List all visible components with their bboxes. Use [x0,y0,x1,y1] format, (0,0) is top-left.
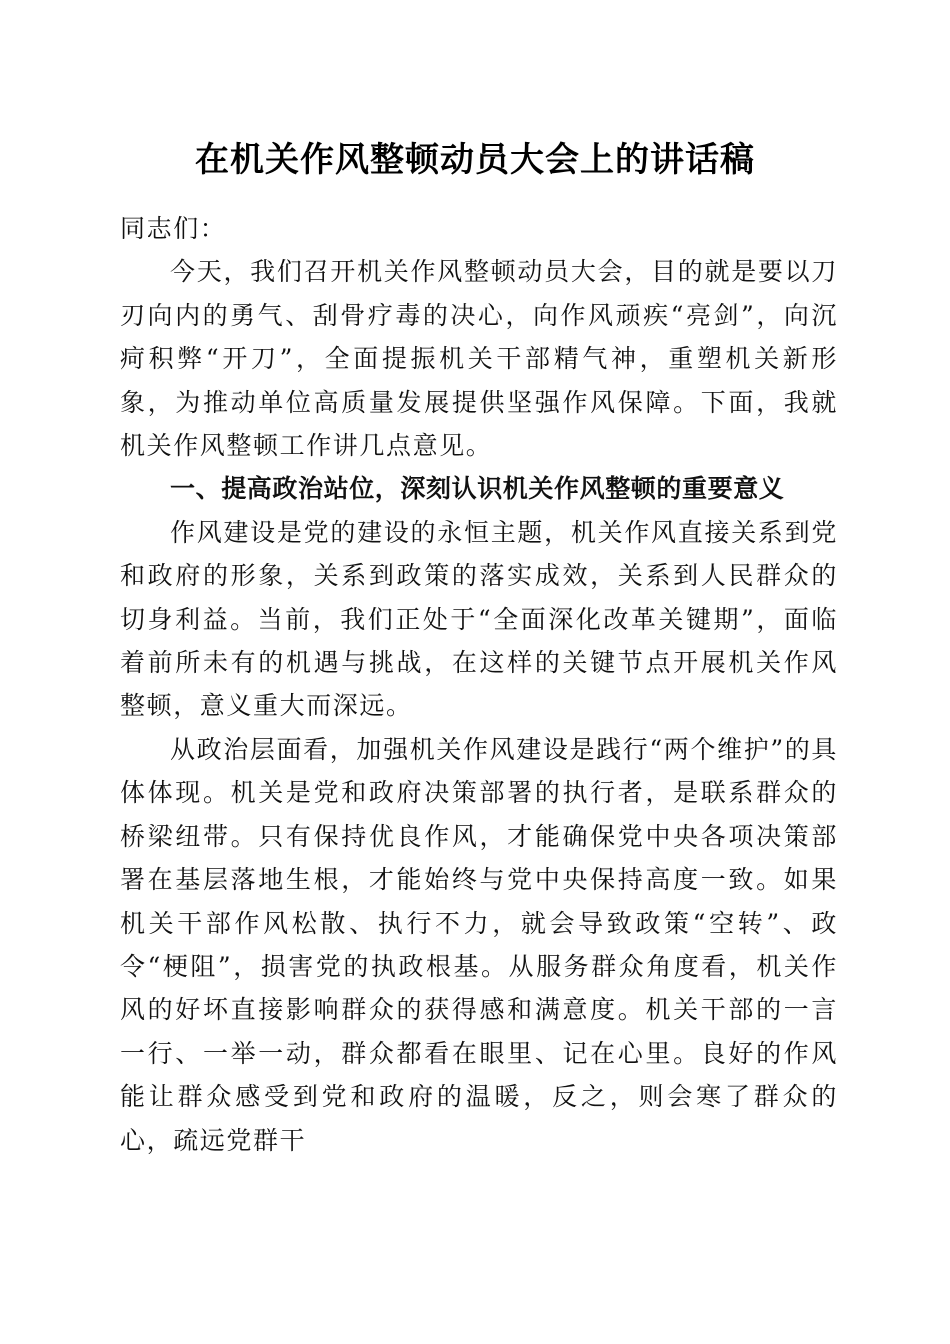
section-heading-1: 一、提高政治站位，深刻认识机关作风整顿的重要意义 [170,474,785,504]
paragraph-political-level: 从政治层面看，加强机关作风建设是践行“两个维护”的具体体现。机关是党和政府决策部署的执行者，是联系群众的桥梁纽带。只有保持优良作风，才能确保党中央各项决策部署在基层落地生根，才能始终与党中央保持高度一致。如果机关干部作风松散、执行不力，就会导致政策“空转”、政令“梗阻”，损害党的执政根基。从服务群众角度看，机关作风的好坏直接影响群众的获得感和满意度。机关干部的一言一行、一举一动，群众都看在眼里、记在心里。良好的作风能让群众感受到党和政府的温暖，反之，则会寒了群众的心，疏远党群干 [120,734,838,1155]
paragraph-intro: 今天，我们召开机关作风整顿动员大会，目的就是要以刀刃向内的勇气、刮骨疗毒的决心，向作风顽疾“亮剑”，向沉疴积弊“开刀”，全面提振机关干部精气神，重塑机关新形象，为推动单位高质量发展提供坚强作风保障。下面，我就机关作风整顿工作讲几点意见。 [120,257,838,461]
paragraph-significance: 作风建设是党的建设的永恒主题，机关作风直接关系到党和政府的形象，关系到政策的落实成效，关系到人民群众的切身利益。当前，我们正处于“全面深化改革关键期”，面临着前所未有的机遇与挑战，在这样的关键节点开展机关作风整顿，意义重大而深远。 [120,517,838,721]
document-body [120,207,838,1162]
document-title: 在机关作风整顿动员大会上的讲话稿 [195,140,755,180]
greeting: 同志们： [120,214,227,243]
